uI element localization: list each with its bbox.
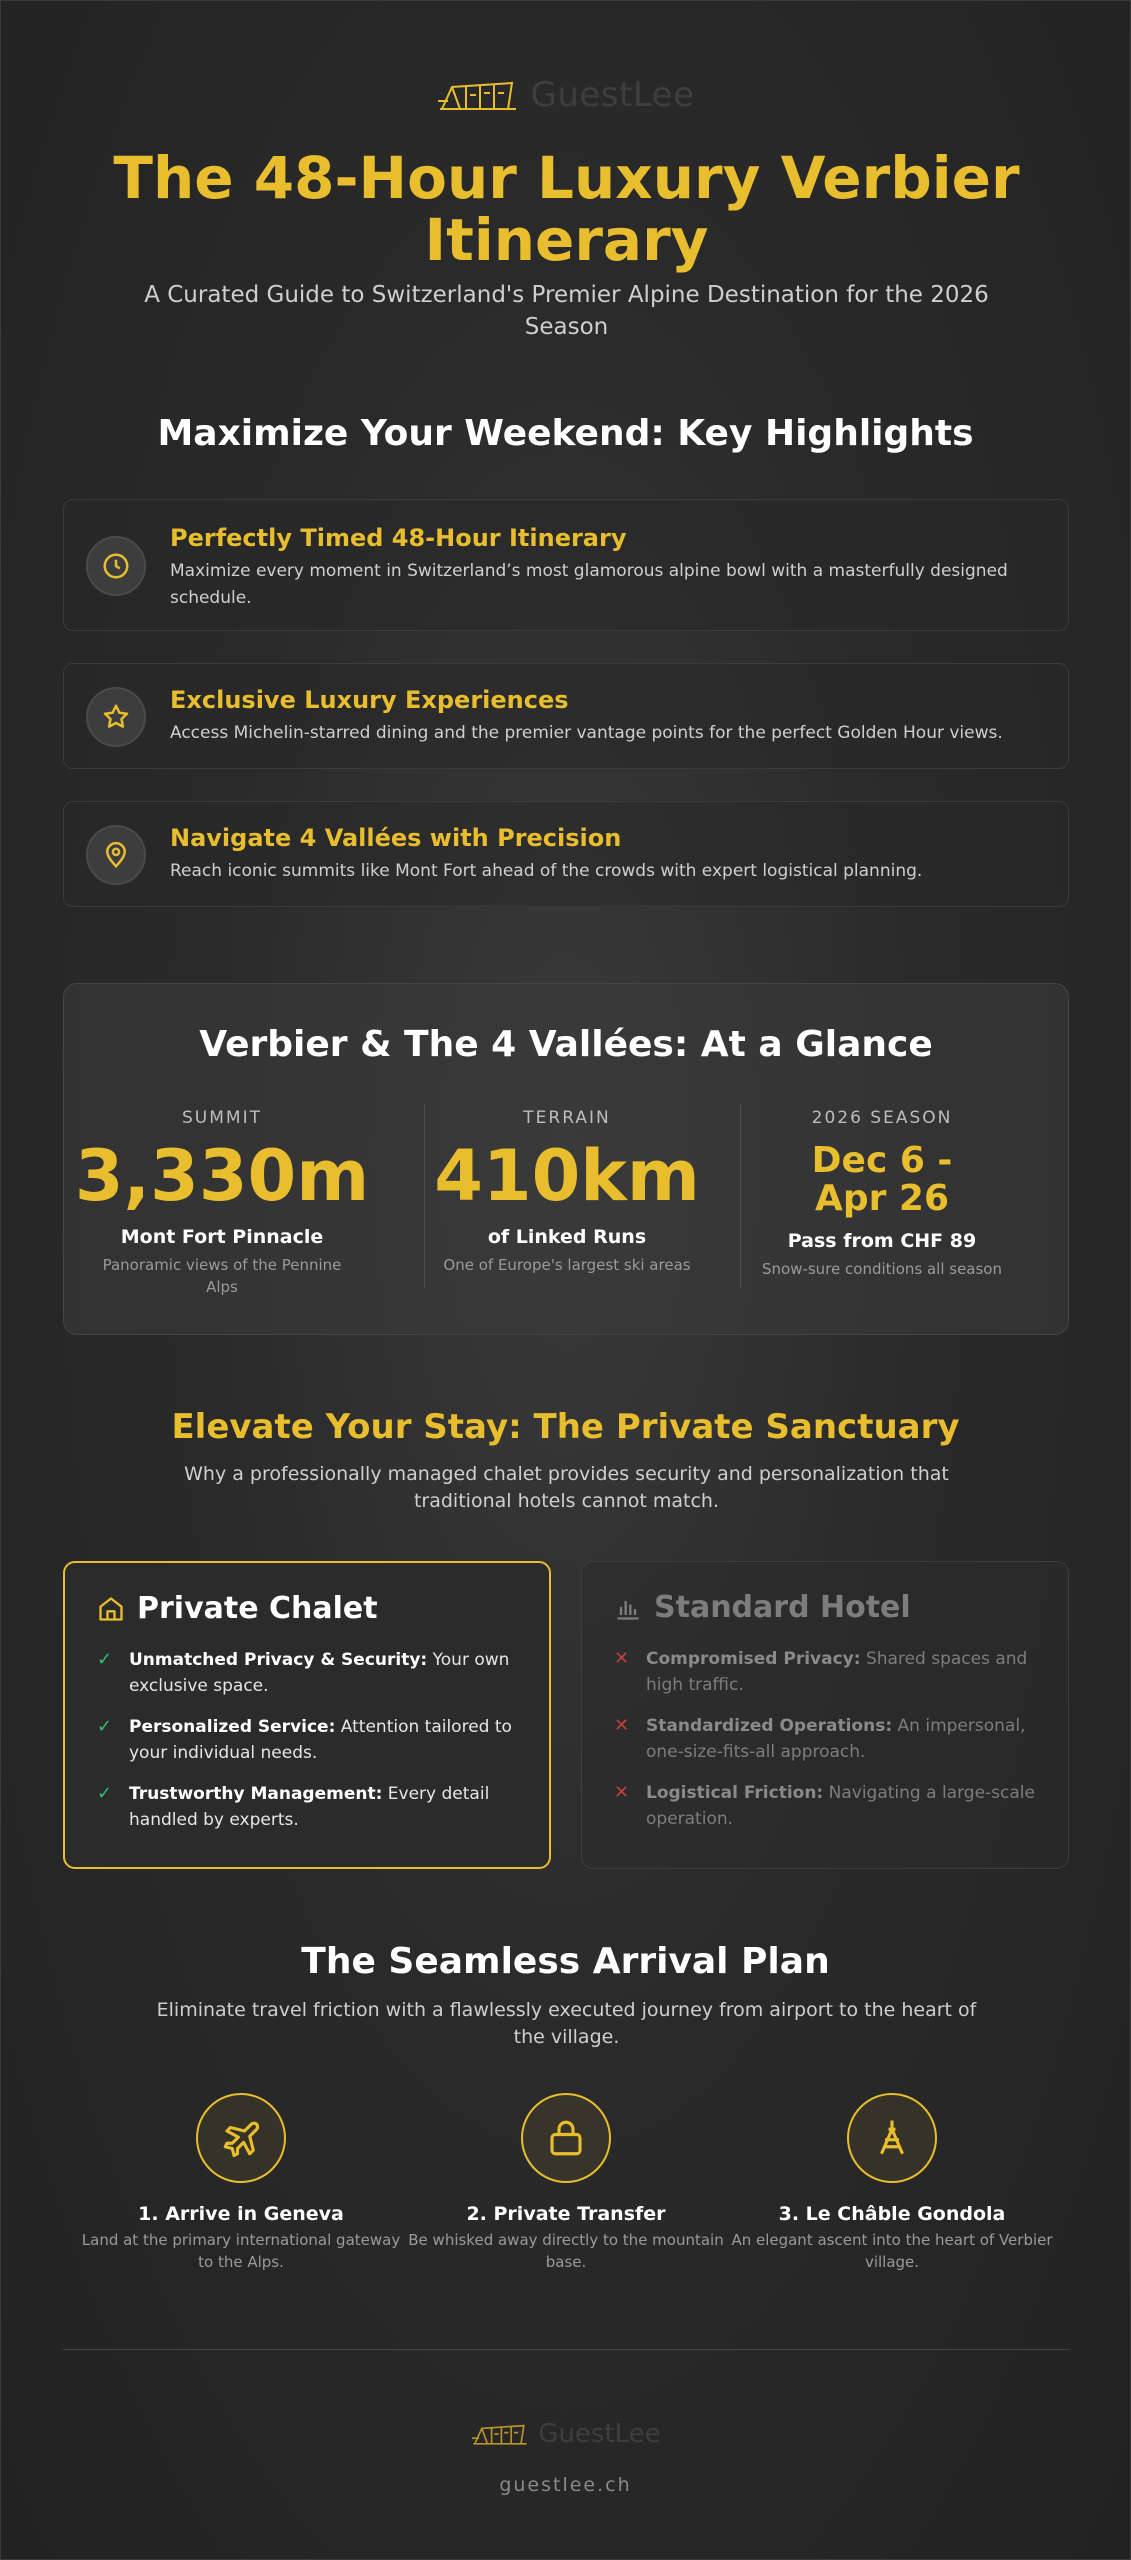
list-item xyxy=(97,1781,523,1833)
chalet-heading xyxy=(97,1591,378,1626)
item-bold: Compromised Privacy: xyxy=(646,1649,861,1669)
arrival-subtitle: Eliminate travel friction with a flawlessly executed journey from airport to the heart of the village. xyxy=(156,1999,977,2048)
item-text: Navigating a large-scale operation. xyxy=(646,1783,1035,1829)
bar-chart-icon xyxy=(614,1594,642,1622)
footer-logo[interactable] xyxy=(1,2419,1130,2449)
stat-summit xyxy=(64,1108,380,1298)
arrival-step xyxy=(78,2093,404,2273)
step-desc: An elegant ascent into the heart of Verbier village. xyxy=(731,2231,1053,2271)
item-text: Your own exclusive space. xyxy=(129,1650,510,1696)
item-bold: Logistical Friction: xyxy=(646,1783,824,1803)
private-chalet-card xyxy=(63,1561,551,1869)
plane-icon xyxy=(196,2093,286,2183)
arrival-step xyxy=(403,2093,729,2273)
chalet-logo-icon xyxy=(470,2420,530,2448)
x-icon: ✕ xyxy=(614,1648,630,1669)
stat-label: TERRAIN xyxy=(523,1108,611,1128)
stat-desc: One of Europe's largest ski areas xyxy=(443,1256,691,1274)
highlight-title: Navigate 4 Vallées with Precision xyxy=(170,824,622,852)
chalet-benefits xyxy=(97,1647,523,1848)
highlight-title: Exclusive Luxury Experiences xyxy=(170,686,569,714)
step-desc: Land at the primary international gateway to the Alps. xyxy=(81,2231,401,2271)
standard-hotel-card xyxy=(581,1561,1069,1869)
item-text: Every detail handled by experts. xyxy=(129,1784,490,1830)
item-bold: Unmatched Privacy & Security: xyxy=(129,1650,428,1670)
item-text: Attention tailored to your individual needs. xyxy=(129,1717,512,1763)
item-text: Shared spaces and high traffic. xyxy=(646,1649,1028,1695)
x-icon: ✕ xyxy=(614,1715,630,1736)
highlight-card xyxy=(63,499,1069,631)
step-desc: Be whisked away directly to the mountain base. xyxy=(408,2231,724,2271)
lock-icon xyxy=(521,2093,611,2183)
page-title: The 48-Hour Luxury Verbier Itinerary xyxy=(113,144,1020,274)
list-item xyxy=(614,1780,1042,1832)
hotel-title: Standard Hotel xyxy=(654,1590,911,1625)
check-icon: ✓ xyxy=(97,1649,113,1670)
hotel-heading xyxy=(614,1590,911,1625)
header-logo[interactable] xyxy=(1,75,1130,115)
highlight-desc: Reach iconic summits like Mont Fort ahead of the crowds with expert logistical planning. xyxy=(170,861,923,881)
stat-name: Mont Fort Pinnacle xyxy=(120,1226,324,1248)
footer-divider xyxy=(63,2349,1069,2350)
highlight-desc: Maximize every moment in Switzerland’s most glamorous alpine bowl with a masterfully designed schedule. xyxy=(170,561,1008,608)
check-icon: ✓ xyxy=(97,1716,113,1737)
stat-value: 410km xyxy=(434,1135,700,1217)
gondola-icon xyxy=(847,2093,937,2183)
brand-name: GuestLee xyxy=(538,2419,661,2449)
stat-label: SUMMIT xyxy=(182,1108,262,1128)
step-title: 2. Private Transfer xyxy=(466,2203,666,2225)
glance-title: Verbier & The 4 Vallées: At a Glance xyxy=(199,1024,933,1065)
highlight-title: Perfectly Timed 48-Hour Itinerary xyxy=(170,524,627,552)
stat-season xyxy=(724,1108,1040,1280)
highlights-title: Maximize Your Weekend: Key Highlights xyxy=(157,413,974,454)
stat-name: Pass from CHF 89 xyxy=(787,1230,977,1252)
map-pin-icon xyxy=(86,825,146,885)
highlight-desc: Access Michelin-starred dining and the premier vantage points for the perfect Golden Hour views. xyxy=(170,723,1003,743)
highlight-card xyxy=(63,801,1069,907)
stat-value: Dec 6 - Apr 26 xyxy=(811,1140,953,1219)
arrival-step xyxy=(729,2093,1055,2273)
chalet-logo-icon xyxy=(436,75,520,115)
list-item xyxy=(97,1647,523,1699)
hotel-drawbacks xyxy=(614,1646,1042,1847)
step-title: 1. Arrive in Geneva xyxy=(138,2203,344,2225)
item-text: An impersonal, one-size-fits-all approach. xyxy=(646,1716,1026,1762)
arrival-title: The Seamless Arrival Plan xyxy=(301,1941,830,1982)
stat-label: 2026 SEASON xyxy=(811,1108,953,1128)
page-subtitle: A Curated Guide to Switzerland's Premier Alpine Destination for the 2026 Season xyxy=(144,282,989,340)
x-icon: ✕ xyxy=(614,1782,630,1803)
list-item xyxy=(614,1646,1042,1698)
stat-name: of Linked Runs xyxy=(487,1226,647,1248)
clock-icon xyxy=(86,536,146,596)
brand-name: GuestLee xyxy=(530,75,695,115)
list-item xyxy=(97,1714,523,1766)
home-icon xyxy=(97,1595,125,1623)
item-bold: Personalized Service: xyxy=(129,1717,336,1737)
stat-desc: Snow-sure conditions all season xyxy=(761,1260,1002,1278)
stay-subtitle: Why a professionally managed chalet provides security and personalization that traditional hotels cannot match. xyxy=(184,1463,949,1512)
stay-title: Elevate Your Stay: The Private Sanctuary xyxy=(171,1407,960,1447)
list-item xyxy=(614,1713,1042,1765)
at-a-glance-panel xyxy=(63,983,1069,1335)
check-icon: ✓ xyxy=(97,1783,113,1804)
stat-terrain xyxy=(409,1108,725,1276)
footer-url-link[interactable]: guestlee.ch xyxy=(499,2474,632,2496)
stat-value: 3,330m xyxy=(74,1135,370,1217)
star-icon xyxy=(86,687,146,747)
stat-desc: Panoramic views of the Pennine Alps xyxy=(102,1256,342,1296)
highlight-card xyxy=(63,663,1069,769)
chalet-title: Private Chalet xyxy=(137,1591,378,1626)
step-title: 3. Le Châble Gondola xyxy=(778,2203,1006,2225)
item-bold: Standardized Operations: xyxy=(646,1716,893,1736)
item-bold: Trustworthy Management: xyxy=(129,1784,383,1804)
